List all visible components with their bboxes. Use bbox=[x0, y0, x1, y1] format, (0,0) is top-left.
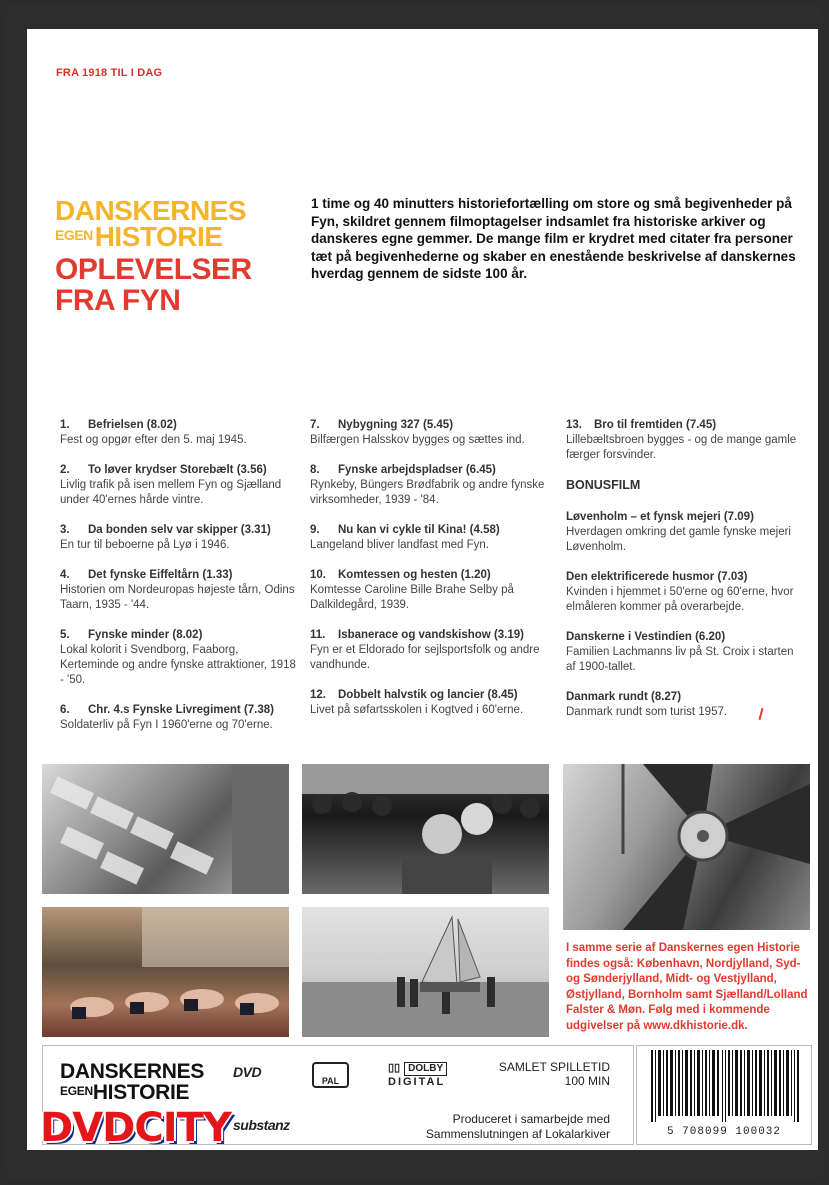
dolby-double-d-icon: ▯▯ bbox=[388, 1062, 401, 1074]
chapter-item bbox=[310, 463, 546, 508]
chapter-title: Da bonden selv var skipper (3.31) bbox=[88, 524, 271, 536]
dolby-digital-label: DIGITAL bbox=[388, 1076, 446, 1088]
chapter-column-1 bbox=[60, 418, 296, 748]
pal-label: PAL bbox=[321, 1076, 340, 1086]
chapter-item bbox=[60, 463, 296, 508]
ice-sailing-photo bbox=[302, 907, 549, 1037]
chapter-title: Chr. 4.s Fynske Livregiment (7.38) bbox=[88, 704, 274, 716]
substanz-logo: substanz bbox=[233, 1117, 290, 1133]
title-line-2: FRA FYN bbox=[55, 284, 181, 317]
chapter-desc: Lillebæltsbroen bygges - og de mange gamle færger forsvinder. bbox=[566, 434, 797, 461]
chapter-desc: Soldaterliv på Fyn I 1960'erne og 70'erne. bbox=[60, 719, 273, 731]
bonus-item bbox=[566, 690, 802, 720]
logo-line-1: DANSKERNES bbox=[55, 195, 247, 226]
bonus-desc: Hverdagen omkring det gamle fynske mejeri Løvenholm. bbox=[566, 526, 791, 553]
chapter-column-2 bbox=[310, 418, 546, 733]
crowd-graphic bbox=[302, 764, 549, 894]
chapter-item bbox=[60, 523, 296, 553]
chapter-desc: Fyn er et Eldorado for sejlsportsfolk og andre vandhunde. bbox=[310, 644, 540, 671]
chapter-number: 11. bbox=[310, 629, 326, 641]
bonus-item bbox=[566, 510, 802, 555]
logo-egen: EGEN bbox=[55, 227, 93, 243]
bonus-desc: Familien Lachmanns liv på St. Croix i starten af 1900-tallet. bbox=[566, 646, 794, 673]
chapter-title: Fynske arbejdspladser (6.45) bbox=[338, 464, 496, 476]
chapter-title: Dobbelt halvstik og lancier (8.45) bbox=[338, 689, 518, 701]
propeller-graphic bbox=[563, 764, 810, 930]
chapter-column-3 bbox=[566, 418, 802, 735]
chapter-title: Fynske minder (8.02) bbox=[88, 629, 203, 641]
crowd-photo bbox=[302, 764, 549, 894]
gymnastics-graphic bbox=[42, 907, 289, 1037]
bonus-desc: Kvinden i hjemmet i 50'erne og 60'erne, hvor elmåleren kommer på overarbejde. bbox=[566, 586, 794, 613]
series-logo bbox=[55, 197, 252, 316]
chapter-number: 1. bbox=[60, 419, 70, 431]
chapter-number: 7. bbox=[310, 419, 320, 431]
producer-line-2: Sammenslutningen af Lokalarkiver bbox=[425, 1127, 610, 1141]
dolby-label: DOLBY bbox=[404, 1062, 447, 1076]
chapter-item bbox=[310, 523, 546, 553]
bonus-title: Danmark rundt (8.27) bbox=[566, 691, 682, 703]
chapter-desc: Lokal kolorit i Svendborg, Faaborg, Kerteminde og andre fynske attraktioner, 1918 - '50. bbox=[60, 644, 296, 686]
bonus-item bbox=[566, 570, 802, 615]
bonus-desc: Danmark rundt som turist 1957. bbox=[566, 706, 728, 718]
bottom-logo-line-2 bbox=[60, 1082, 204, 1103]
runtime-label: SAMLET SPILLETID bbox=[498, 1060, 610, 1074]
bonus-title: Den elektrificerede husmor (7.03) bbox=[566, 571, 748, 583]
chapter-number: 12. bbox=[310, 689, 326, 701]
chapter-item bbox=[310, 418, 546, 448]
barcode-digits: 5 708099 100032 bbox=[666, 1126, 782, 1138]
producer-line-1: Produceret i samarbejde med bbox=[452, 1112, 610, 1126]
period-tag: FRA 1918 TIL I DAG bbox=[56, 67, 163, 79]
chapter-item bbox=[310, 688, 546, 718]
chapter-item bbox=[566, 418, 802, 463]
series-note: I samme serie af Danskernes egen Historie findes også: København, Nordjylland, Syd- og Sønderjylland, Midt- og Vestjylland, Østjylland, Bornholm samt Sjælland/Lolland Falster & Møn. Følg med i kommende udgivelser på www.dkhistorie.dk. bbox=[566, 942, 808, 1032]
chapter-number: 9. bbox=[310, 524, 320, 536]
chapter-item bbox=[60, 568, 296, 613]
chapter-number: 2. bbox=[60, 464, 70, 476]
chapter-desc: Rynkeby, Büngers Brødfabrik og andre fynske virksomheder, 1939 - '84. bbox=[310, 479, 545, 506]
runtime-info bbox=[480, 1060, 610, 1088]
chapter-title: Nybygning 327 (5.45) bbox=[338, 419, 454, 431]
chapter-number: 5. bbox=[60, 629, 70, 641]
chapter-desc: Livlig trafik på isen mellem Fyn og Sjælland under 40'ernes hårde vintre. bbox=[60, 479, 282, 506]
bottom-logo-line-1: DANSKERNES bbox=[60, 1060, 205, 1083]
logo-historie: HISTORIE bbox=[94, 221, 223, 252]
chapter-desc: Komtesse Caroline Bille Brahe Selby på Dalkildegård, 1939. bbox=[310, 584, 514, 611]
ship-hull-graphic bbox=[42, 764, 289, 894]
dvd-logo-icon: DVD bbox=[233, 1064, 262, 1080]
chapter-item bbox=[310, 568, 546, 613]
bonus-title: Løvenholm – et fynsk mejeri (7.09) bbox=[566, 511, 754, 523]
chapter-desc: Historien om Nordeuropas højeste tårn, Odins Taarn, 1935 - '44. bbox=[60, 584, 295, 611]
title-line-1: OPLEVELSER bbox=[55, 253, 252, 286]
chapter-desc: Fest og opgør efter den 5. maj 1945. bbox=[60, 434, 247, 446]
pal-logo-icon bbox=[312, 1062, 349, 1088]
barcode bbox=[636, 1045, 812, 1145]
ice-sailing-graphic bbox=[302, 907, 549, 1037]
chapter-title: Befrielsen (8.02) bbox=[88, 419, 177, 431]
intro-text: 1 time og 40 minutters historiefortælling om store og små begivenheder på Fyn, skildret gennem filmoptagelser indsamlet fra historiske arkiver og danskeres egne gemmer. De mange film er krydret med citater fra personer tæt på begivenhederne og skaber en enestående beskrivelse af danskernes hverdag gennem de sidste 100 år. bbox=[311, 196, 796, 281]
chapter-item bbox=[310, 628, 546, 673]
bonus-title: Danskerne i Vestindien (6.20) bbox=[566, 631, 726, 643]
chapter-title: Bro til fremtiden (7.45) bbox=[594, 419, 717, 431]
chapter-title: Det fynske Eiffeltårn (1.33) bbox=[88, 569, 233, 581]
chapter-item bbox=[60, 703, 296, 733]
producer-info bbox=[400, 1112, 610, 1142]
chapter-desc: En tur til beboerne på Lyø i 1946. bbox=[60, 539, 230, 551]
chapter-title: Isbanerace og vandskishow (3.19) bbox=[338, 629, 524, 641]
chapter-desc: Livet på søfartsskolen i Kogtved i 60'erne. bbox=[310, 704, 524, 716]
chapter-number: 4. bbox=[60, 569, 70, 581]
bottom-series-logo bbox=[60, 1061, 204, 1103]
chapter-number: 3. bbox=[60, 524, 70, 536]
chapter-number: 6. bbox=[60, 704, 70, 716]
dolby-logo-icon bbox=[388, 1062, 447, 1088]
chapter-number: 13. bbox=[566, 419, 582, 431]
logo-line-2 bbox=[55, 223, 252, 251]
chapter-desc: Langeland bliver landfast med Fyn. bbox=[310, 539, 489, 551]
bottom-logo-egen: EGEN bbox=[60, 1084, 93, 1098]
chapter-title: Nu kan vi cykle til Kina! (4.58) bbox=[338, 524, 500, 536]
chapter-item bbox=[60, 418, 296, 448]
ship-hull-photo bbox=[42, 764, 289, 894]
bonus-heading: BONUSFILM bbox=[566, 478, 641, 492]
chapter-title: Komtessen og hesten (1.20) bbox=[338, 569, 491, 581]
chapter-title: To løver krydser Storebælt (3.56) bbox=[88, 464, 267, 476]
chapter-desc: Bilfærgen Halsskov bygges og sættes ind. bbox=[310, 434, 525, 446]
bottom-logo-historie: HISTORIE bbox=[92, 1081, 190, 1104]
bonus-item bbox=[566, 630, 802, 675]
chapter-item bbox=[60, 628, 296, 688]
gymnastics-photo bbox=[42, 907, 289, 1037]
barcode-bars bbox=[651, 1050, 801, 1122]
propeller-photo bbox=[563, 764, 810, 930]
chapter-number: 10. bbox=[310, 569, 326, 581]
runtime-value: 100 MIN bbox=[564, 1074, 610, 1088]
dvdcity-watermark: DVDCITY bbox=[40, 1105, 231, 1151]
chapter-number: 8. bbox=[310, 464, 320, 476]
